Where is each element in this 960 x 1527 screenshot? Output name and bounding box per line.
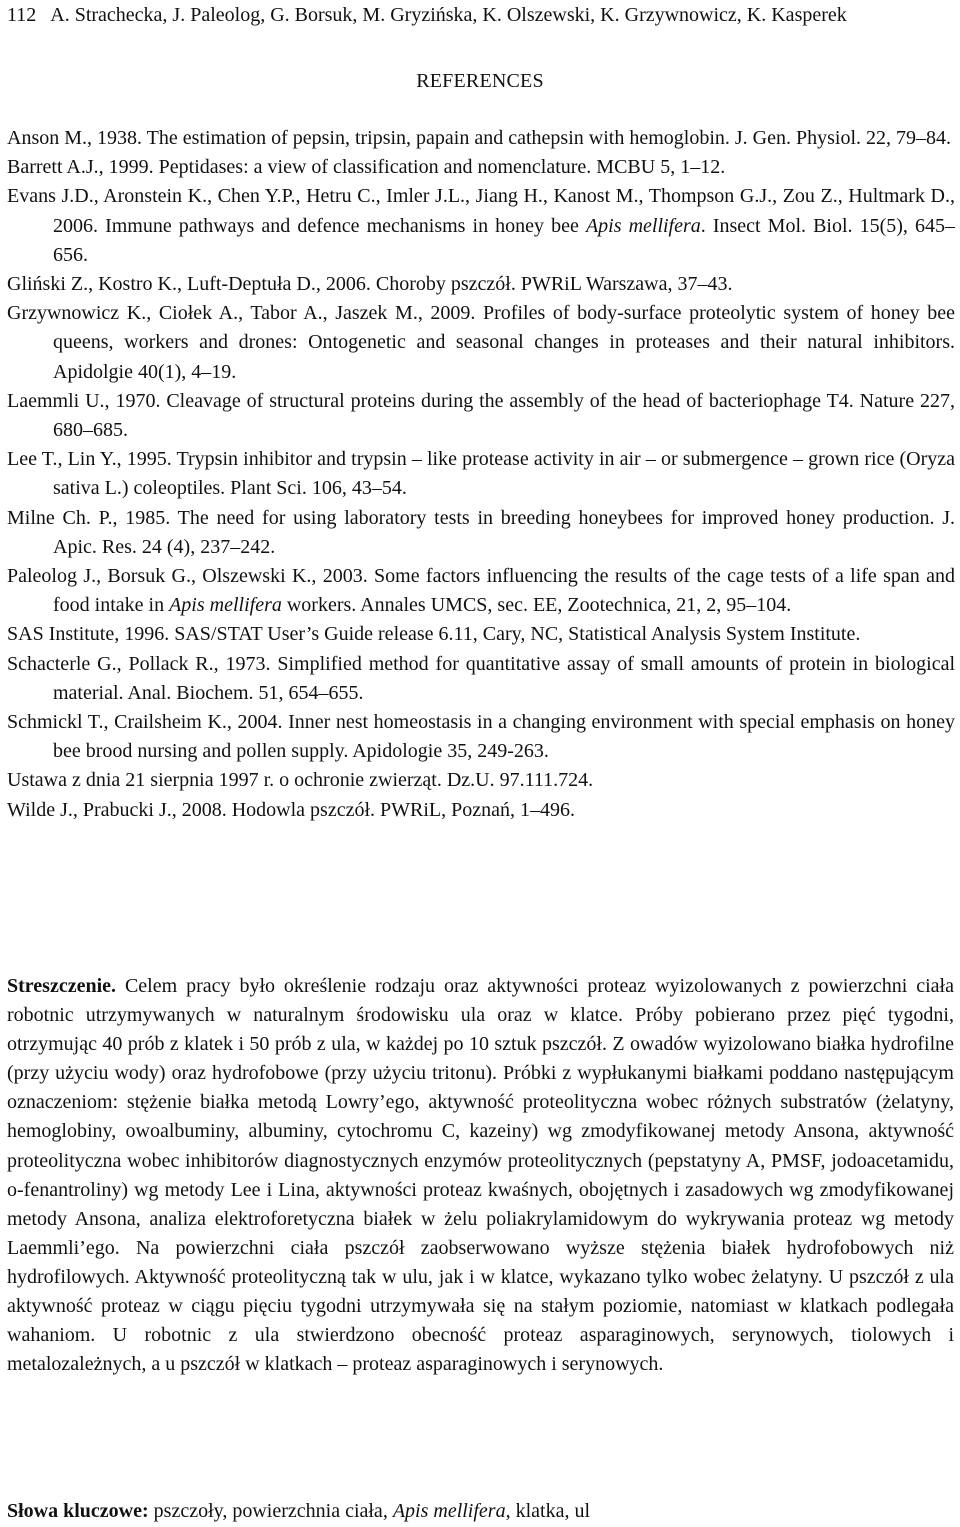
reference-text: workers. Annales UMCS, sec. EE, Zootechnica, 21, 2, 95–104. — [281, 594, 792, 617]
reference-entry — [7, 650, 955, 708]
reference-text: Milne Ch. P., 1985. The need for using laboratory tests in breeding honeybees for improved honey production. J. Apic. Res. 24 (4), 237–242. — [7, 506, 955, 558]
keywords-label: Słowa kluczowe: — [7, 1500, 149, 1522]
running-header — [7, 2, 847, 28]
reference-text: . Insect Mol. Biol. 15(5), 645–656. — [53, 214, 956, 266]
reference-entry — [7, 182, 955, 270]
reference-text: Barrett A.J., 1999. Peptidases: a view of classification and nomenclature. MCBU 5, 1–12. — [7, 156, 726, 179]
reference-text: Lee T., Lin Y., 1995. Trypsin inhibitor and trypsin – like protease activity in air – or submergence – grown rice (Oryza sativa L.) coleoptiles. Plant Sci. 106, 43–54. — [7, 448, 955, 500]
reference-entry — [7, 270, 955, 299]
reference-entry — [7, 153, 955, 182]
reference-text: Laemmli U., 1970. Cleavage of structural proteins during the assembly of the head of bacteriophage T4. Nature 227, 680–685. — [7, 389, 955, 442]
reference-italic-term: Apis mellifera — [169, 594, 282, 617]
reference-text: SAS Institute, 1996. SAS/STAT User’s Guide release 6.11, Cary, NC, Statistical Analysis System Institute. — [7, 623, 861, 646]
reference-text: Schacterle G., Pollack R., 1973. Simplified method for quantitative assay of small amounts of protein in biological material. Anal. Biochem. 51, 654–655. — [7, 652, 955, 704]
reference-text: Wilde J., Prabucki J., 2008. Hodowla pszczół. PWRiL, Poznań, 1–496. — [7, 798, 576, 821]
running-header-authors: A. Strachecka, J. Paleolog, G. Borsuk, M. Gryzińska, K. Olszewski, K. Grzywnowicz, K. Kasperek — [50, 4, 847, 26]
reference-entry — [7, 124, 955, 153]
reference-italic-term: Apis mellifera — [585, 214, 701, 237]
reference-text: Grzywnowicz K., Ciołek A., Tabor A., Jaszek M., 2009. Profiles of body-surface proteolytic system of honey bee queens, workers and drones: Ontogenetic and seasonal changes in proteases and their natural inhibitors. Apidolgie 40(1), 4–19. — [7, 302, 955, 383]
reference-text: Schmickl T., Crailsheim K., 2004. Inner nest homeostasis in a changing environment with special emphasis on honey bee brood nursing and pollen supply. Apidologie 35, 249-263. — [7, 711, 955, 763]
reference-entry — [7, 562, 955, 620]
reference-text: Anson M., 1938. The estimation of pepsin, tripsin, papain and cathepsin with hemoglobin. J. Gen. Physiol. 22, 79–84. — [7, 127, 951, 149]
reference-entry — [7, 766, 955, 795]
reference-text: Ustawa z dnia 21 sierpnia 1997 r. o ochronie zwierząt. Dz.U. 97.111.724. — [7, 769, 594, 792]
page-number: 112 — [7, 4, 37, 26]
references-heading: REFERENCES — [416, 70, 544, 92]
references-list — [7, 124, 955, 825]
reference-text: Gliński Z., Kostro K., Luft-Deptuła D., 2006. Choroby pszczół. PWRiL Warszawa, 37–43. — [7, 273, 733, 296]
reference-entry — [7, 299, 955, 387]
reference-entry — [7, 504, 955, 562]
keywords-italic-term: Apis mellifera — [392, 1500, 506, 1522]
keywords-text-before: pszczoły, powierzchnia ciała, — [148, 1500, 393, 1522]
reference-text: Paleolog J., Borsuk G., Olszewski K., 2003. Some factors influencing the results of the cage tests of a life span and food intake in — [7, 565, 955, 617]
reference-text: Evans J.D., Aronstein K., Chen Y.P., Hetru C., Imler J.L., Jiang H., Kanost M., Thompson G.J., Zou Z., Hultmark D., 2006. Immune pathways and defence mechanisms in honey bee — [7, 185, 955, 237]
keywords-line — [7, 1498, 954, 1524]
reference-entry — [7, 620, 955, 649]
reference-entry — [7, 387, 955, 445]
summary-paragraph — [7, 972, 954, 1379]
keywords-text-after: , klatka, ul — [505, 1500, 591, 1522]
summary-text: Celem pracy było określenie rodzaju oraz aktywności proteaz wyizolowanych z powierzchni ciała robotnic utrzymywanych w naturalnym środowisku ula oraz w klatce. Próby pobierano przez pięć tygodni, otrzymując 40 prób z klatek i 50 prób z ula, w każdej po 10 sztuk pszczół. Z owadów wyizolowano białka hydrofilne (przy użyciu wody) oraz hydrofobowe (przy użyciu tritonu). Próbki z wypłukanymi białkami poddano następującym oznaczeniom: stężenie białka metodą Lowry’ego, aktywność proteolityczna wobec różnych substratów (żelatyny, hemoglobiny, owoalbuminy, albuminy, cytochromu C, kazeiny) wg zmodyfikowanej metody Ansona, aktywność proteolityczna wobec inhibitorów diagnostycznych enzymów proteolitycznych (pepstatyny A, PMSF, jodoacetamidu, o-fenantroliny) wg metody Lee i Lina, aktywności proteaz kwaśnych, obojętnych i zasadowych wg zmodyfikowanej metody Ansona, analiza elektroforetyczna białek w żelu poliakrylamidowym do wykrywania proteaz wg metody Laemmli’ego. Na powierzchni ciała pszczół zaobserwowano wyższe stężenia białek hydrofobowych niż hydrofilowych. Aktywność proteolityczną tak w ulu, jak i w klatce, wykazano tylko wobec żelatyny. U pszczół z ula aktywność proteaz w ciągu pięciu tygodni utrzymywała się na stałym poziomie, natomiast w klatkach podlegała wahaniom. U robotnic z ula stwierdzono obecność proteaz asparaginowych, serynowych, tiolowych i metalozależnych, a u pszczół w klatkach – proteaz asparaginowych i serynowych. — [7, 975, 954, 1376]
reference-entry — [7, 708, 955, 766]
summary-label: Streszczenie. — [7, 975, 117, 997]
reference-entry — [7, 796, 955, 825]
reference-entry — [7, 445, 955, 503]
